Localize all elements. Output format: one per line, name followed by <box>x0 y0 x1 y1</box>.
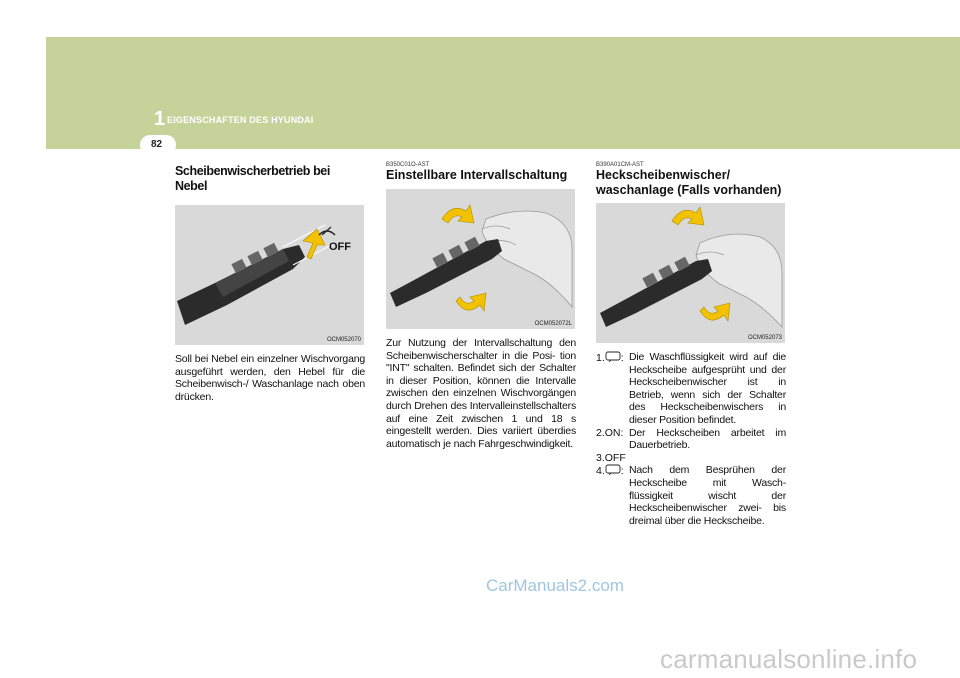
rear-wiper-illustration <box>596 203 785 343</box>
section-heading <box>596 168 786 198</box>
figure-code: OCM052073 <box>747 335 782 341</box>
wiper-lever-illustration <box>175 205 364 345</box>
item-number: 4. <box>596 465 605 478</box>
item-separator: : <box>620 465 624 478</box>
section-heading: Scheibenwischerbetrieb bei Nebel <box>175 164 330 193</box>
list-item <box>596 351 786 427</box>
section-fog-wipe <box>175 158 365 403</box>
section-rear-wiper <box>596 158 786 527</box>
chapter-number: 1 <box>154 108 166 130</box>
figure-code: OCM052070 <box>326 337 361 343</box>
off-label: OFF <box>329 241 351 253</box>
figure-interval-switch <box>386 189 575 329</box>
list-item <box>596 464 786 527</box>
washer-spray-icon <box>605 464 621 476</box>
watermark-carmanuals2: CarManuals2.com <box>486 576 624 595</box>
washer-spray-icon <box>605 351 621 363</box>
section-interval <box>386 158 576 450</box>
list-item <box>596 452 786 465</box>
interval-switch-illustration <box>386 189 575 329</box>
item-text: Die Waschflüssigkeit wird auf die Heckscheibe aufgesprüht und der Heckscheibenwischer ist in Betrieb, wenn sich der Schalter des Heckscheibenwischers in dieser Position befindet. <box>629 351 786 426</box>
figure-wiper-lever-fog <box>175 205 364 345</box>
item-separator: : <box>620 352 624 364</box>
section-code: B390A01CM-AST <box>596 162 644 168</box>
header-band <box>46 37 960 149</box>
item-text: Der Heckscheiben arbeitet im Dauerbetrieb. <box>629 426 786 452</box>
heading-line-2: waschanlage (Falls vorhanden) <box>596 183 782 197</box>
figure-code: OCM052072L <box>534 321 572 327</box>
page-number: 82 <box>151 139 163 150</box>
item-text: Nach dem Besprühen der Heckscheibe mit Wasch- flüssigkeit wischt der Heckscheibenwischer zwei- bis dreimal über die Heckscheibe. <box>629 464 786 527</box>
rear-wiper-list <box>596 351 786 527</box>
section-body: Soll bei Nebel ein einzelner Wischvorgang ausgeführt werden, den Hebel für die Scheibenwisch-/ Waschanlage nach oben drücken. <box>175 353 365 403</box>
item-text <box>629 452 786 465</box>
item-number: 1. <box>596 352 605 364</box>
item-number: 2.ON: <box>596 426 624 439</box>
item-number: 3.OFF <box>596 451 626 464</box>
figure-rear-wiper-switch <box>596 203 785 343</box>
section-heading: Einstellbare Intervallschaltung <box>386 168 568 182</box>
section-code: B350C01O-AST <box>386 162 430 168</box>
section-body: Zur Nutzung der Intervallschaltung den Scheibenwischerschalter in die Posi- tion "INT" schalten. Befindet sich der Schalter in dieser Position, können die Intervalle zwischen den einzelnen Wischvorgängen durch Drehen des Intervalleinstellschalters auf eine Zeit zwischen 1 und 18 s eingestellt werden. Dies variiert überdies automatisch je nach Fahrgeschwindigkeit. <box>386 337 576 450</box>
chapter-title: EIGENSCHAFTEN DES HYUNDAI <box>167 115 314 125</box>
watermark-carmanualsonline: carmanualsonline.info <box>660 644 918 674</box>
heading-line-1: Heckscheibenwischer/ <box>596 168 731 182</box>
list-item <box>596 427 786 452</box>
